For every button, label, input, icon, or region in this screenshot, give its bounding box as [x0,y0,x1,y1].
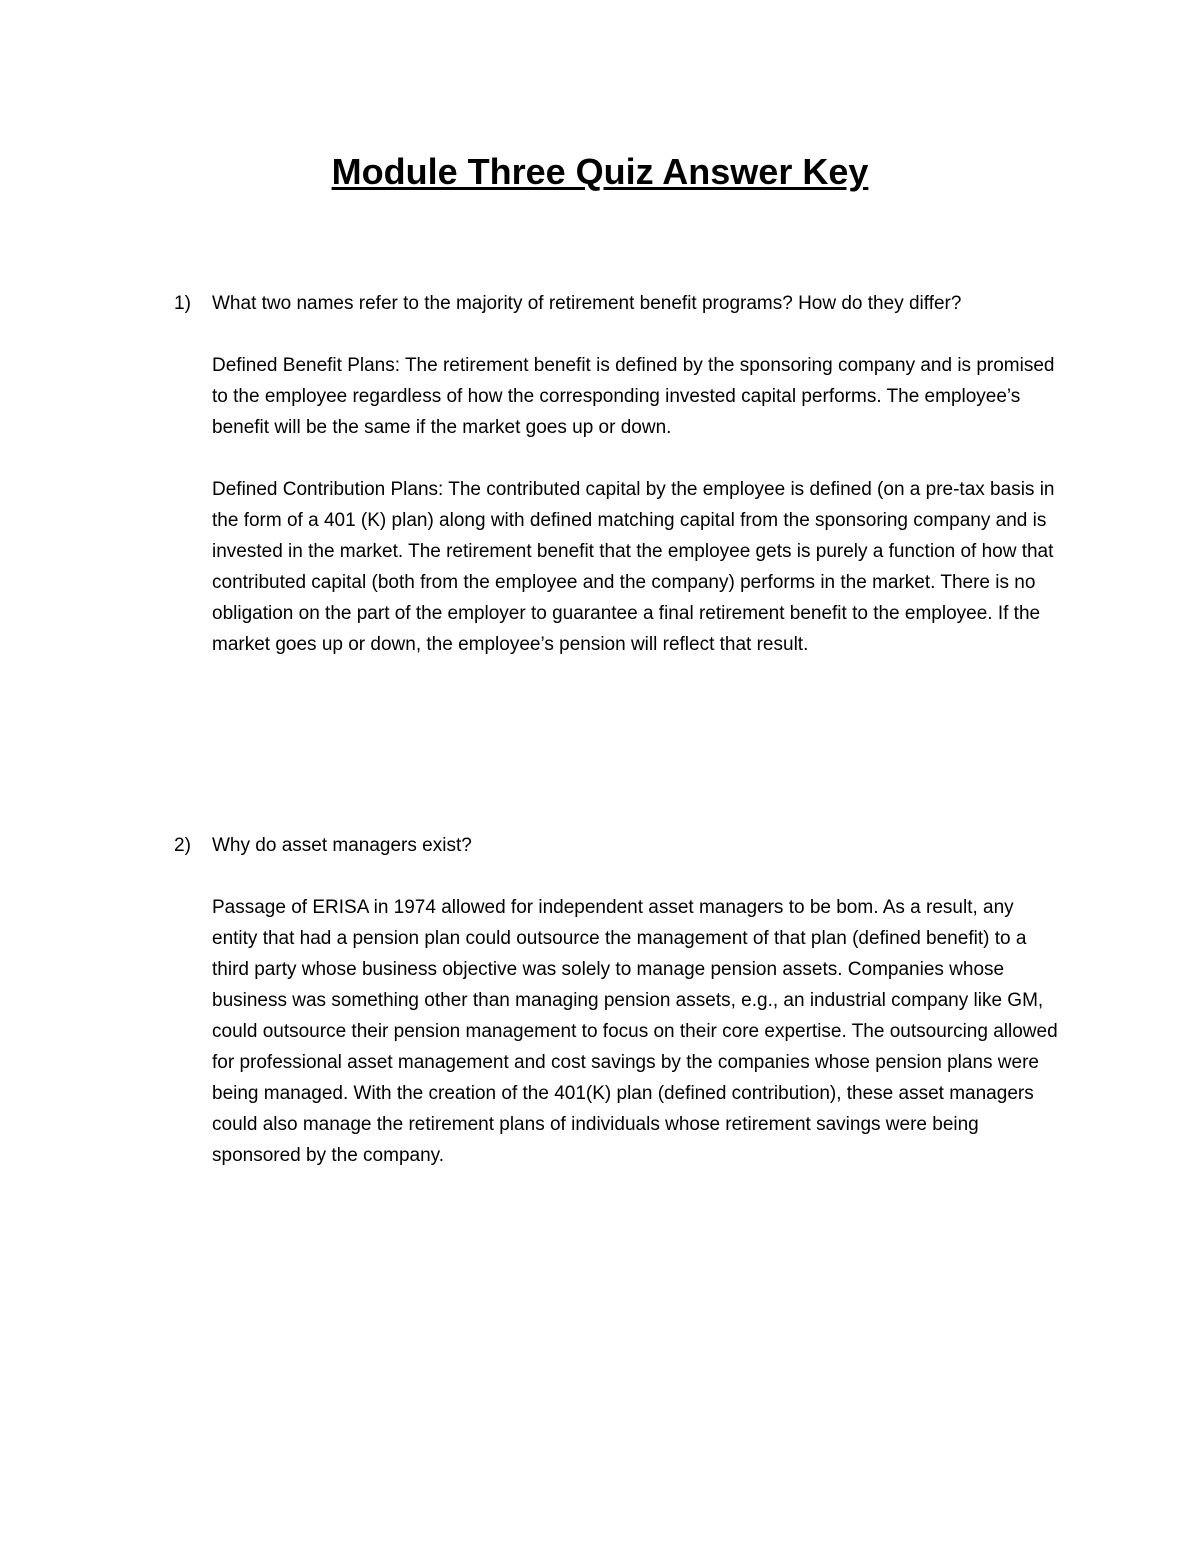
answer-defined-contribution: Defined Contribution Plans: The contributed capital by the employee is defined (on a pre-tax basis in the form of a 401 (K) plan) along with defined matching capital from the sponsoring company and is invested in the market. The retirement benefit that the employee gets is purely a function of how that contributed capital (both from the employee and the company) performs in the market. There is no obligation on the part of the employer to guarantee a final retirement benefit to the employee. If the market goes up or down, the employee’s pension will reflect that result. [212,479,1055,655]
question-2-prompt [174,830,1074,861]
question-1-number: 1) [174,293,191,314]
page-title: Module Three Quiz Answer Key [331,151,869,192]
question-1-answer [212,350,1062,660]
question-1-prompt [174,288,1074,319]
question-1-text: What two names refer to the majority of retirement benefit programs? How do they differ? [212,293,962,314]
question-2-number: 2) [174,835,191,856]
answer-defined-benefit: Defined Benefit Plans: The retirement benefit is defined by the sponsoring company and is promised to the employee regardless of how the corresponding invested capital performs. The employee’s benefit will be the same if the market goes up or down. [212,355,1055,438]
question-2-text: Why do asset managers exist? [212,835,472,856]
answer-asset-managers: Passage of ERISA in 1974 allowed for independent asset managers to be bom. As a result, any entity that had a pension plan could outsource the management of that plan (defined benefit) to a third party whose business objective was solely to manage pension assets. Companies whose business was something other than managing pension assets, e.g., an industrial company like GM, could outsource their pension management to focus on their core expertise. The outsourcing allowed for professional asset management and cost savings by the companies whose pension plans were being managed. With the creation of the 401(K) plan (defined contribution), these asset managers could also manage the retirement plans of individuals whose retirement savings were being sponsored by the company. [212,897,1058,1166]
question-1 [174,288,1074,691]
question-2-answer [212,892,1062,1171]
question-2 [174,830,1074,1202]
